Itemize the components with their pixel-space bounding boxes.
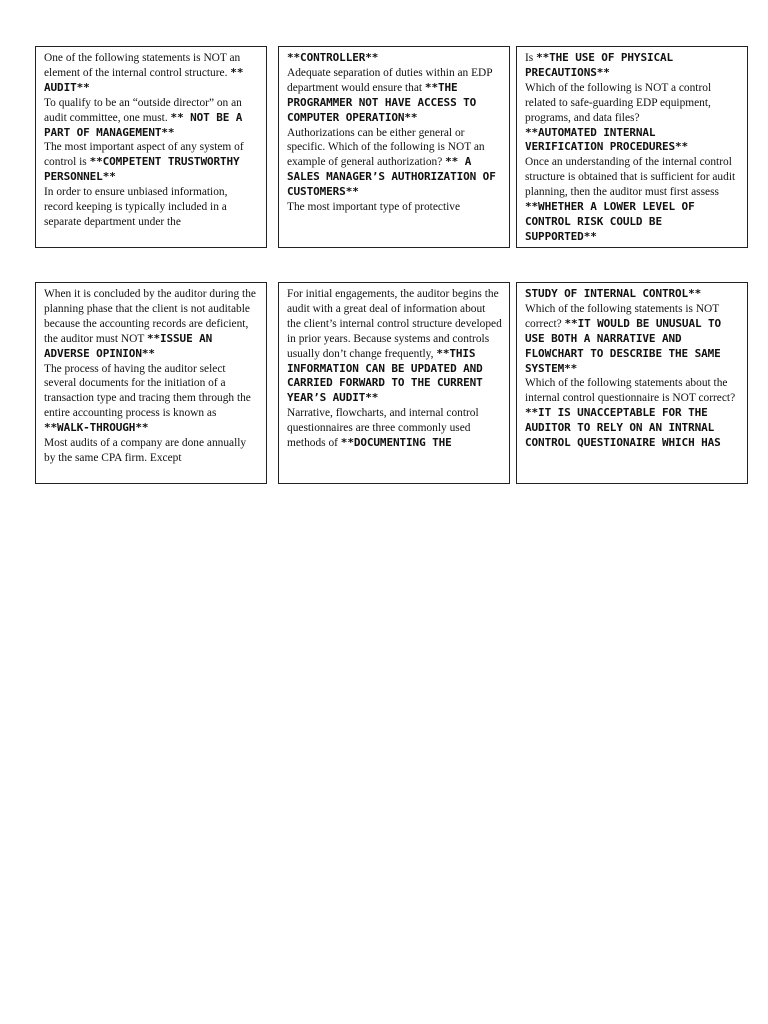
question-text: Which of the following statements about the internal control questionnaire is NOT correct?	[525, 377, 736, 405]
question-text: Which of the following statements is NOT correct?	[525, 302, 720, 330]
flashcard-1	[35, 46, 267, 248]
question-text: Once an understanding of the internal control structure is obtained that is sufficient for audit planning, then the auditor must first assess	[525, 156, 736, 199]
question-text: Adequate separation of duties within an EDP department would ensure that	[287, 66, 493, 94]
answer-text: ** A SALES MANAGER’S AUTHORIZATION OF CUSTOMERS**	[287, 155, 496, 199]
answer-text: **IT IS UNACCEPTABLE FOR THE AUDITOR TO RELY ON AN INTRNAL CONTROL QUESTIONAIRE WHICH HAS	[525, 406, 721, 450]
answer-text: **COMPETENT TRUSTWORTHY PERSONNEL**	[44, 155, 240, 184]
answer-text: ** AUDIT**	[44, 65, 244, 94]
answer-text: **THIS INFORMATION CAN BE UPDATED AND CARRIED FORWARD TO THE CURRENT YEAR’S AUDIT**	[287, 346, 483, 405]
question-text: Is	[525, 52, 537, 64]
flashcard-5	[278, 282, 510, 484]
question-text: Which of the following is NOT a control related to safe-guarding EDP equipment, programs, and data files?	[525, 81, 712, 124]
card-text	[44, 51, 259, 230]
card-text	[44, 287, 259, 466]
answer-text: **WHETHER A LOWER LEVEL OF CONTROL RISK COULD BE SUPPORTED**	[525, 200, 695, 243]
question-text: The most important aspect of any system of control is	[44, 141, 244, 169]
answer-text: STUDY OF INTERNAL CONTROL**	[525, 287, 702, 300]
answer-text: **ISSUE AN ADVERSE OPINION**	[44, 331, 213, 360]
question-text: The most important type of protective	[287, 201, 461, 214]
answer-text: **DOCUMENTING THE	[340, 436, 452, 450]
question-text: Authorizations can be either general or specific. Which of the following is NOT an example of general authorization?	[287, 126, 485, 169]
question-text: Most audits of a company are done annually by the same CPA firm. Except	[44, 437, 247, 464]
question-text: When it is concluded by the auditor during the planning phase that the client is not auditable because the accounting records are deficient, the auditor must NOT	[44, 288, 256, 345]
answer-text: ** NOT BE A PART OF MANAGEMENT**	[44, 110, 243, 139]
question-text: In order to ensure unbiased information, record keeping is typically included in a separate department under the	[44, 186, 228, 228]
flashcard-4	[35, 282, 267, 484]
card-text	[525, 287, 740, 451]
card-text	[287, 287, 502, 451]
question-text: One of the following statements is NOT an element of the internal control structure.	[44, 52, 241, 79]
answer-text: **CONTROLLER**	[287, 51, 379, 64]
answer-text: **AUTOMATED INTERNAL VERIFICATION PROCEDURES**	[525, 125, 689, 154]
question-text: Narrative, flowcharts, and internal control questionnaires are three commonly used methods of	[287, 407, 479, 450]
flashcard-6	[516, 282, 748, 484]
flashcard-3	[516, 46, 748, 248]
answer-text: **IT WOULD BE UNUSUAL TO USE BOTH A NARRATIVE AND FLOWCHART TO DESCRIBE THE SAME SYSTEM**	[525, 316, 722, 375]
answer-text: **THE USE OF PHYSICAL PRECAUTIONS**	[525, 51, 674, 79]
card-text	[525, 51, 740, 245]
question-text: The process of having the auditor select several documents for the initiation of a transaction type and tracing them through the entire accounting process is known as	[44, 362, 251, 420]
question-text: To qualify to be an “outside director” on an audit committee, one must.	[44, 96, 242, 124]
answer-text: **WALK-THROUGH**	[44, 421, 149, 435]
card-text	[287, 51, 502, 215]
question-text: For initial engagements, the auditor begins the audit with a great deal of information about the client’s internal control structure developed in prior years. Because systems and controls usually don’t change frequently,	[287, 288, 502, 360]
flashcard-2	[278, 46, 510, 248]
answer-text: **THE PROGRAMMER NOT HAVE ACCESS TO COMPUTER OPERATION**	[287, 80, 477, 124]
